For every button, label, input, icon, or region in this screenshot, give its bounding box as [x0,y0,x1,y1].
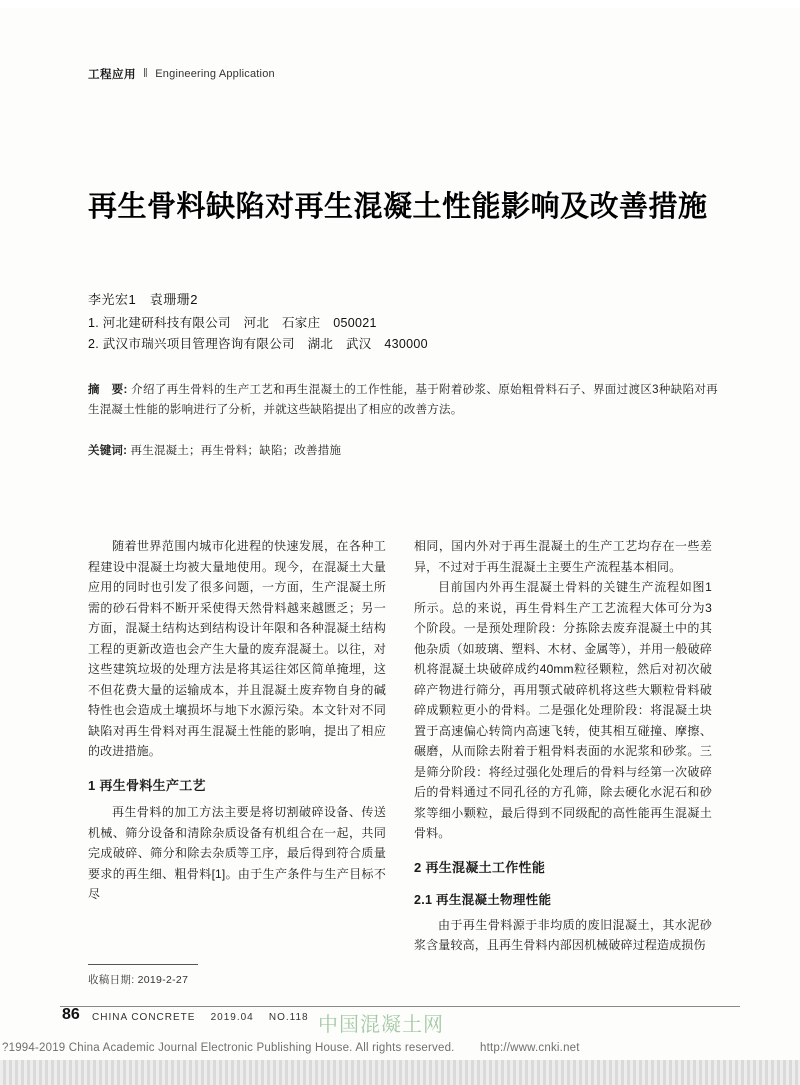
copyright-line [0,1042,800,1054]
paragraph: 相同，国内外对于再生混凝土的生产工艺均存在一些差异，不过对于再生混凝土主要生产流程基本相同。 [414,539,712,574]
author-names: 李光宏1 袁珊珊2 [88,292,198,307]
footer-divider [60,1006,740,1007]
affiliation-item: 1. 河北建研科技有限公司 河北 石家庄 050021 [88,316,377,330]
watermark: 中国混凝土网 [318,1014,444,1036]
affiliation-list [88,313,428,355]
keywords-block [88,441,718,461]
paragraph: 随着世界范围内城市化进程的快速发展，在各种工程建设中混凝土均被大量地使用。现今，在混凝土大量应用的同时也引发了很多问题，一方面，生产混凝土所需的砂石骨料不断开采使得天然骨料越来越匮乏；另一方面，混凝土结构达到结构设计年限和各种混凝土结构工程的更新改造也会产生大量的废弃混凝土。以往，对这些建筑垃圾的处理方法是将其运往郊区简单掩埋，这不但花费大量的运输成本，并且混凝土废弃物自身的碱特性也会造成土壤损坏与地下水源污染。本文针对不同缺陷对再生骨料对再生混凝土性能的影响，提出了相应的改进措施。 [88,539,386,758]
affiliation-item: 2. 武汉市瑞兴项目管理咨询有限公司 湖北 武汉 430000 [88,337,428,351]
body-column-left [88,536,386,905]
abstract-label: 摘 要: [88,384,128,396]
category-separator: ‖ [143,68,149,80]
abstract-text: 介绍了再生骨料的生产工艺和再生混凝土的工作性能，基于附着砂浆、原始粗骨料石子、界面过渡区3种缺陷对再生混凝土性能的影响进行了分析，并就这些缺陷提出了相应的改善方法。 [88,384,718,416]
page-top-edge [0,0,800,8]
received-date: 收稿日期: 2019-2-27 [88,974,189,986]
copyright-text: ?1994-2019 China Academic Journal Electronic Publishing House. All rights reserved. [2,1042,455,1054]
section-heading: 1 再生骨料生产工艺 [88,777,206,793]
paragraph: 目前国内外再生混凝土骨料的关键生产流程如图1所示。总的来说，再生骨料生产工艺流程大体可分为3个阶段。一是预处理阶段：分拣除去废弃混凝土中的其他杂质（如玻璃、塑料、木材、金属等），并用一般破碎机将混凝土块破碎成约40mm粒径颗粒，然后对初次破碎产物进行筛分，再用颚式破碎机将这些大颗粒骨料破碎成颗粒更小的骨料。二是强化处理阶段：将混凝土块置于高速偏心转筒内高速飞转，使其相互碰撞、摩擦、碾磨，从而除去附着于粗骨料表面的水泥浆和砂浆。三是筛分阶段：将经过强化处理后的骨料与经第一次破碎后的骨料通过不同孔径的方孔筛，除去硬化水泥石和砂浆等细小颗粒，最后得到不同级配的高性能再生混凝土骨料。 [414,580,712,840]
paragraph: 再生骨料的加工方法主要是将切割破碎设备、传送机械、筛分设备和清除杂质设备有机组合在一起，共同完成破碎、筛分和除去杂质等工序，最后得到符合质量要求的再生细、粗骨料[1]。由于生产条件与生产目标不尽 [88,805,386,901]
journal-info [92,1012,309,1023]
cnki-url[interactable]: http://www.cnki.net [479,1042,580,1054]
category-label-en: Engineering Application [155,68,275,80]
received-rule [88,964,198,965]
journal-number: NO.118 [268,1012,309,1023]
keywords-text: 再生混凝土；再生骨料；缺陷；改善措施 [130,445,342,457]
body-column-right [414,536,712,956]
abstract-block [88,380,718,420]
paragraph: 由于再生骨料源于非均质的废旧混凝土，其水泥砂浆含量较高，且再生骨料内部因机械破碎过程造成损伤 [414,917,712,952]
page-number: 86 [62,1006,80,1023]
journal-name: CHINA CONCRETE [92,1012,196,1023]
section-heading: 2 再生混凝土工作性能 [414,859,546,875]
subsection-heading: 2.1 再生混凝土物理性能 [414,893,552,907]
journal-issue: 2019.04 [210,1012,254,1023]
category-bar [88,66,275,82]
page-title: 再生骨料缺陷对再生混凝土性能影响及改善措施 [88,191,708,223]
keywords-label: 关键词: [88,445,128,457]
page-bottom-edge [0,1060,800,1085]
category-label-cn: 工程应用 [88,69,136,81]
author-list [88,289,198,308]
